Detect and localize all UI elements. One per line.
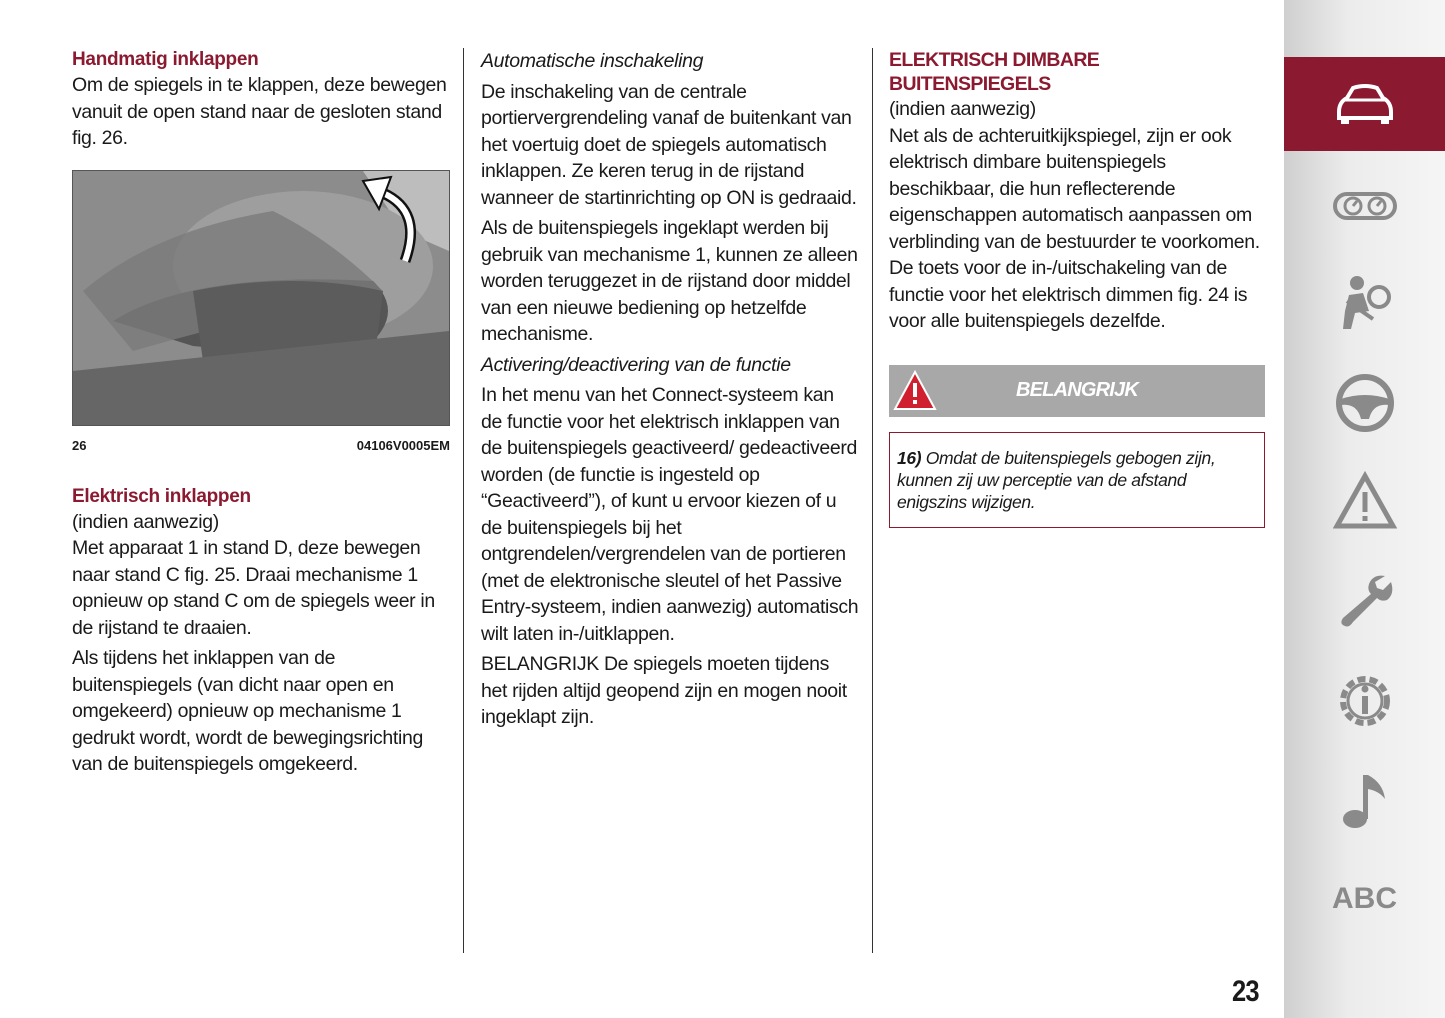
mirror-figure [72, 170, 450, 426]
heading-dimbare [889, 48, 1265, 96]
paragraph: BELANGRIJK De spiegels moeten tijdens het rijden altijd geopend zijn en mogen nooit ingeklapt zijn. [481, 653, 847, 728]
column-1 [72, 48, 450, 782]
warning-triangle-icon [893, 369, 937, 413]
subheading: (indien aanwezig) [889, 98, 1036, 120]
heading-handmatig: Handmatig inklappen [72, 49, 259, 70]
mirror-illustration-icon [73, 171, 449, 425]
paragraph: In het menu van het Connect-systeem kan de functie voor het elektrisch inklappen van de buitenspiegels geactiveerd/ gedeactiveerd worden (de functie is ingesteld op “Geactiveerd”), of kunt u ervoor kiezen of u de buitenspiegels bij het ontgrendelen/vergrendelen van de portieren (met de elektronische sleutel of het Passive Entry-systeem, indien aanwezig) automatisch wilt laten in-/uitklappen. [481, 384, 859, 645]
warning-triangle-icon [1333, 470, 1397, 534]
column-divider [872, 48, 873, 953]
page-number: 23 [1232, 975, 1259, 1008]
italic-heading: Automatische inschakeling [481, 50, 704, 72]
paragraph: Net als de achteruitkijkspiegel, zijn er ook elektrisch dimbare buitenspiegels beschikbaar, die hun reflecterende eigenschappen automatisch aanpassen om verblinding van de bestuurder te voorkomen. De toets voor de in-/uitschakeling van de functie voor het elektrisch dimmen fig. 24 is voor alle buitenspiegels dezelfde. [889, 124, 1260, 332]
paragraph: Als de buitenspiegels ingeklapt werden bij gebruik van mechanisme 1, kunnen ze alleen worden teruggezet in de rijstand door middel van een nieuwe bediening op hetzelfde mechanisme. [481, 217, 858, 345]
wrench-icon [1333, 568, 1397, 632]
italic-heading: Activering/deactivering van de functie [481, 353, 791, 376]
note-text: Omdat de buitenspiegels gebogen zijn, kunnen zij uw perceptie van de afstand enigszins wijzigen. [897, 447, 1216, 512]
airbag-safety-icon [1333, 271, 1397, 335]
figure-number: 26 [72, 437, 87, 453]
sidebar-item-driving[interactable] [1284, 356, 1445, 450]
column-divider [463, 48, 464, 953]
sidebar-item-dashboard[interactable] [1284, 159, 1445, 253]
note-box [889, 432, 1265, 528]
info-gear-icon [1333, 669, 1397, 733]
dashboard-gauges-icon [1333, 174, 1397, 238]
heading-line: ELEKTRISCH DIMBARE [889, 49, 1100, 71]
sidebar-item-car[interactable] [1284, 57, 1445, 151]
sidebar-item-multimedia[interactable] [1284, 754, 1445, 848]
subheading: (indien aanwezig) [72, 510, 219, 533]
paragraph: Om de spiegels in te klappen, deze bewegen vanuit de open stand naar de gesloten stand fig. 26. [72, 74, 447, 149]
column-2 [481, 48, 859, 735]
figure-code: 04106V0005EM [356, 437, 450, 453]
paragraph: Als tijdens het inklappen van de buitenspiegels (van dicht naar open en omgekeerd) opnieuw op mechanisme 1 gedrukt wordt, wordt de bewegingsrichting van de buitenspiegels omgekeerd. [72, 647, 423, 775]
heading-elektrisch: Elektrisch inklappen [72, 485, 251, 507]
warning-banner [889, 365, 1265, 417]
abc-label: ABC [1332, 882, 1397, 915]
sidebar-item-safety[interactable] [1284, 256, 1445, 350]
note-number: 16) [897, 447, 922, 468]
paragraph: De inschakeling van de centrale portiervergrendeling vanaf de buitenkant van het voertuig doet de spiegels automatisch inklappen. Ze keren terug in de rijstand wanneer de startinrichting op ON is gedraaid. [481, 80, 857, 209]
music-note-icon [1333, 769, 1397, 833]
sidebar-item-emergency[interactable] [1284, 455, 1445, 549]
sidebar-item-maintenance[interactable] [1284, 553, 1445, 647]
figure-caption [72, 438, 450, 453]
warning-label: BELANGRIJK [1015, 379, 1138, 401]
car-icon [1333, 72, 1397, 136]
sidebar-item-index[interactable] [1284, 852, 1445, 946]
chapter-sidebar [1284, 0, 1445, 1018]
steering-wheel-icon [1333, 371, 1397, 435]
column-3 [889, 48, 1265, 528]
heading-line: BUITENSPIEGELS [889, 73, 1051, 95]
sidebar-item-technical[interactable] [1284, 654, 1445, 748]
paragraph: Met apparaat 1 in stand D, deze bewegen naar stand C fig. 25. Draai mechanisme 1 opnieuw op stand C om de spiegels weer in de rijstand te draaien. [72, 537, 435, 639]
